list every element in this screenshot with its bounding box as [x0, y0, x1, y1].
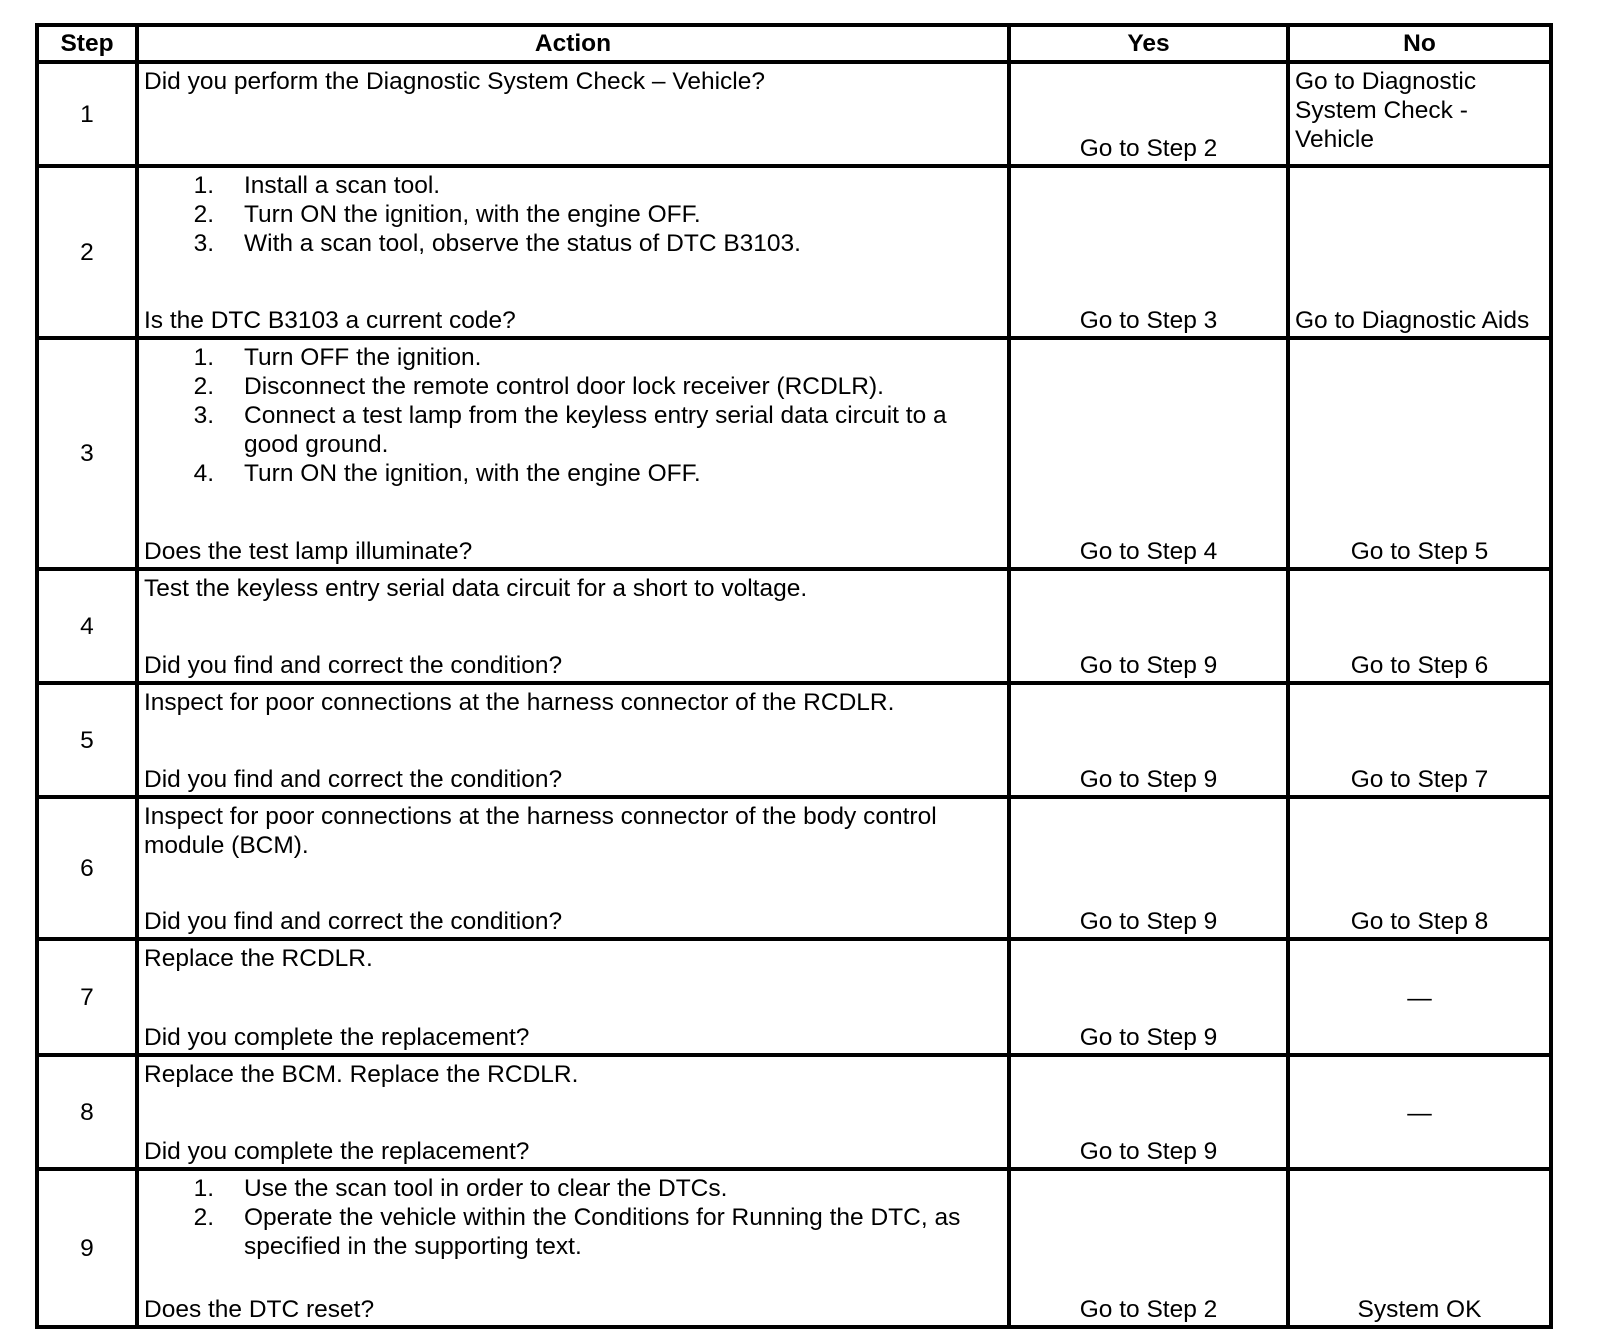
step-cell: 3: [37, 338, 137, 569]
action-cell: [137, 338, 1009, 569]
table-row: [37, 683, 1551, 797]
yes-target: Go to Step 2: [1079, 135, 1218, 162]
no-target: Go to Step 7: [1350, 766, 1489, 793]
yes-cell: [1009, 166, 1288, 338]
step-text: With a scan tool, observe the status of DTC B3103.: [244, 230, 801, 257]
step-cell: 5: [37, 683, 137, 797]
action-instruction: Replace the RCDLR.: [144, 945, 373, 972]
step-text: Use the scan tool in order to clear the DTCs.: [244, 1175, 728, 1202]
yes-target: Go to Step 9: [1079, 652, 1218, 679]
step-text: Turn ON the ignition, with the engine OFF.: [244, 460, 701, 487]
no-cell: [1288, 569, 1551, 683]
action-instruction: Inspect for poor connections at the harness connector of the body control module (BCM).: [144, 803, 937, 859]
action-step-item: [144, 372, 1002, 401]
action-step-item: [144, 401, 1002, 459]
step-number: 3.: [193, 230, 214, 257]
table-row: [37, 166, 1551, 338]
step-text: Disconnect the remote control door lock receiver (RCDLR).: [244, 373, 884, 400]
step-cell: 6: [37, 797, 137, 939]
action-steps: [144, 1174, 1002, 1261]
action-step-item: [144, 459, 1002, 488]
action-step-item: [144, 229, 1002, 258]
no-cell: [1288, 62, 1551, 166]
no-target: Go to Step 8: [1350, 908, 1489, 935]
yes-cell: [1009, 939, 1288, 1055]
table-row: [37, 797, 1551, 939]
yes-cell: [1009, 569, 1288, 683]
step-number: 2.: [193, 373, 214, 400]
action-question: Does the DTC reset?: [144, 1296, 375, 1323]
action-cell: [137, 939, 1009, 1055]
action-instruction: Did you perform the Diagnostic System Check – Vehicle?: [144, 68, 765, 95]
action-step-item: [144, 200, 1002, 229]
action-cell: [137, 569, 1009, 683]
step-cell: 2: [37, 166, 137, 338]
yes-target: Go to Step 9: [1079, 908, 1218, 935]
step-text: Turn ON the ignition, with the engine OFF.: [244, 201, 701, 228]
table-row: [37, 62, 1551, 166]
step-number: 3.: [193, 402, 214, 429]
step-text: Connect a test lamp from the keyless entry serial data circuit to a good ground.: [244, 402, 947, 458]
yes-cell: [1009, 62, 1288, 166]
action-instruction: Replace the BCM. Replace the RCDLR.: [144, 1061, 579, 1088]
yes-target: Go to Step 9: [1079, 1138, 1218, 1165]
action-step-item: [144, 1203, 1002, 1261]
step-text: Turn OFF the ignition.: [244, 344, 482, 371]
step-cell: 4: [37, 569, 137, 683]
yes-target: Go to Step 9: [1079, 766, 1218, 793]
yes-target: Go to Step 2: [1079, 1296, 1218, 1323]
step-number: 1.: [193, 1175, 214, 1202]
yes-target: Go to Step 4: [1079, 538, 1218, 565]
table-row: [37, 939, 1551, 1055]
no-target: System OK: [1357, 1296, 1482, 1323]
no-target: Go to Diagnostic Aids: [1295, 307, 1530, 334]
action-step-item: [144, 343, 1002, 372]
action-instruction: Test the keyless entry serial data circuit for a short to voltage.: [144, 575, 808, 602]
yes-cell: [1009, 797, 1288, 939]
no-cell: [1288, 1169, 1551, 1327]
action-cell: [137, 797, 1009, 939]
no-cell: [1288, 939, 1551, 1055]
no-target: Go to Diagnostic System Check - Vehicle: [1295, 68, 1477, 153]
yes-cell: [1009, 1055, 1288, 1169]
step-cell: 9: [37, 1169, 137, 1327]
step-number: 1.: [193, 344, 214, 371]
table-row: [37, 569, 1551, 683]
action-question: Did you find and correct the condition?: [144, 908, 563, 935]
no-cell: [1288, 338, 1551, 569]
action-question: Did you complete the replacement?: [144, 1024, 530, 1051]
step-cell: 1: [37, 62, 137, 166]
action-cell: [137, 683, 1009, 797]
yes-cell: [1009, 1169, 1288, 1327]
step-number: 4.: [193, 460, 214, 487]
table-row: [37, 338, 1551, 569]
no-cell: [1288, 683, 1551, 797]
no-target: —: [1407, 984, 1432, 1012]
header-action: Action: [137, 25, 1009, 62]
action-cell: [137, 166, 1009, 338]
no-target: —: [1407, 1099, 1432, 1127]
table-row: [37, 1055, 1551, 1169]
action-step-item: [144, 1174, 1002, 1203]
step-cell: 8: [37, 1055, 137, 1169]
action-cell: [137, 62, 1009, 166]
yes-target: Go to Step 3: [1079, 307, 1218, 334]
no-cell: [1288, 797, 1551, 939]
action-instruction: Inspect for poor connections at the harness connector of the RCDLR.: [144, 689, 895, 716]
header-no: No: [1288, 25, 1551, 62]
step-text: Install a scan tool.: [244, 172, 441, 199]
action-step-item: [144, 171, 1002, 200]
no-target: Go to Step 5: [1350, 538, 1489, 565]
action-question: Did you find and correct the condition?: [144, 766, 563, 793]
header-yes: Yes: [1009, 25, 1288, 62]
no-cell: [1288, 166, 1551, 338]
step-number: 2.: [193, 1204, 214, 1231]
yes-target: Go to Step 9: [1079, 1024, 1218, 1051]
action-steps: [144, 171, 1002, 258]
diagnostic-table: [35, 23, 1553, 1329]
yes-cell: [1009, 338, 1288, 569]
action-cell: [137, 1169, 1009, 1327]
header-row: [37, 25, 1551, 62]
step-number: 1.: [193, 172, 214, 199]
action-cell: [137, 1055, 1009, 1169]
yes-cell: [1009, 683, 1288, 797]
header-step: Step: [37, 25, 137, 62]
action-question: Does the test lamp illuminate?: [144, 538, 473, 565]
step-number: 2.: [193, 201, 214, 228]
action-question: Did you find and correct the condition?: [144, 652, 563, 679]
action-steps: [144, 343, 1002, 488]
no-cell: [1288, 1055, 1551, 1169]
step-cell: 7: [37, 939, 137, 1055]
action-question: Is the DTC B3103 a current code?: [144, 307, 516, 334]
table-row: [37, 1169, 1551, 1327]
step-text: Operate the vehicle within the Conditions for Running the DTC, as specified in the supporting text.: [244, 1204, 961, 1260]
no-target: Go to Step 6: [1350, 652, 1489, 679]
action-question: Did you complete the replacement?: [144, 1138, 530, 1165]
